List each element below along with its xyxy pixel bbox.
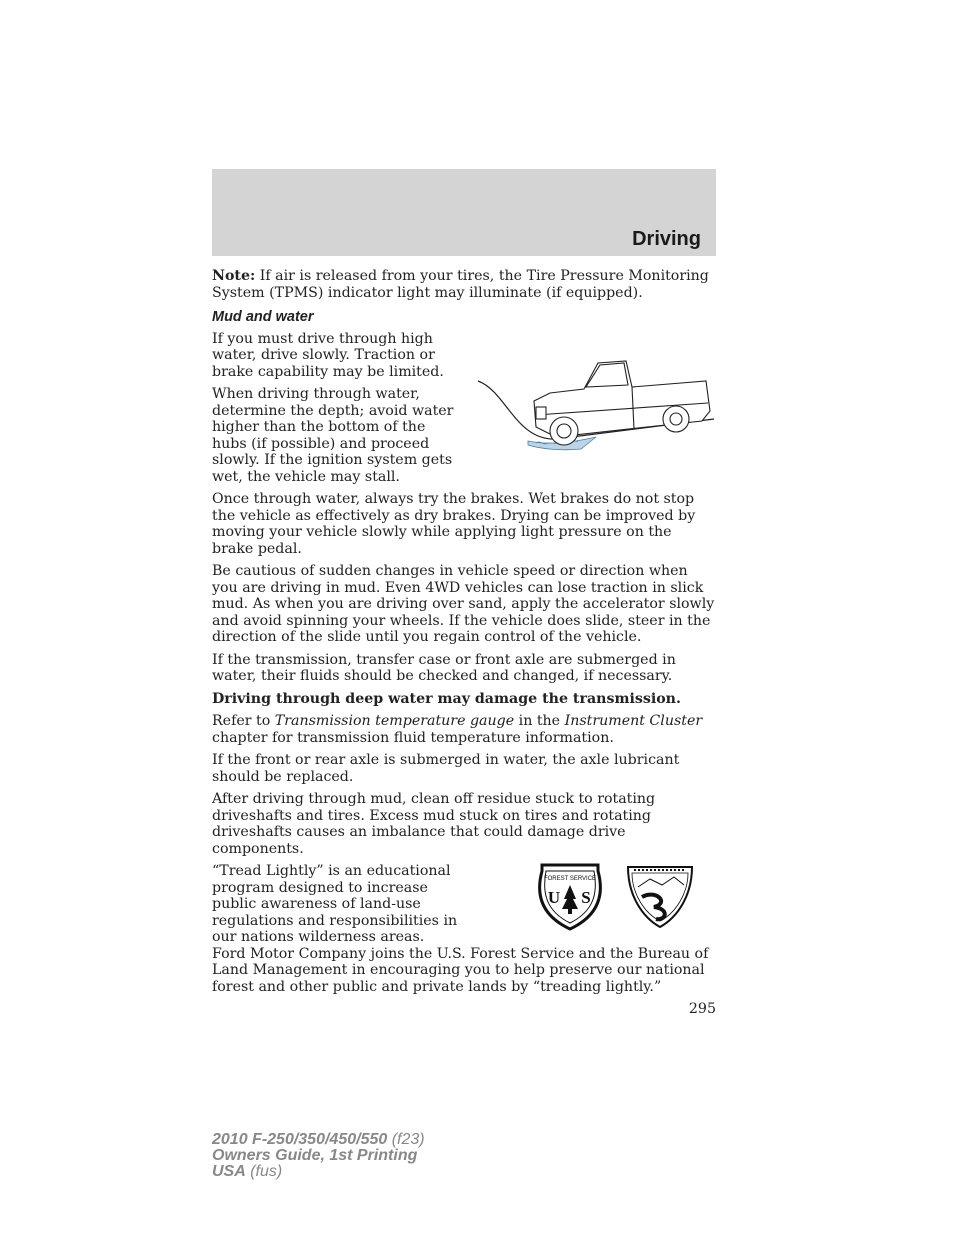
footer-line-3: [212, 1164, 425, 1180]
page-content: [212, 268, 716, 1018]
forest-service-shield-logo: [540, 865, 601, 929]
transmission-reference-paragraph: [212, 713, 716, 746]
tread-lightly-paragraph: “Tread Lightly” is an educational program designed to increase public awareness of land-use regulations and responsibilities in our nations wilderness areas. Ford Motor Company joins the U.S. Forest Service and the Bureau of Land Management in encouraging you to help preserve our national forest and other public and private lands by “treading lightly.”: [212, 863, 709, 995]
note-text: If air is released from your tires, the Tire Pressure Monitoring System (TPMS) indicator light may illuminate (if equipped).: [212, 268, 709, 301]
mud-water-paragraph-4: Be cautious of sudden changes in vehicle speed or direction when you are driving in mud. Even 4WD vehicles can lose traction in slick mud. As when you are driving over sand, apply the accelerator slowly and avoid spinning your wheels. If the vehicle does slide, steer in the direction of the slide until you regain control of the vehicle.: [212, 563, 715, 645]
mud-residue-paragraph: After driving through mud, clean off residue stuck to rotating driveshafts and tires. Excess mud stuck on tires and rotating driveshafts causes an imbalance that could damage drive components.: [212, 791, 656, 857]
mud-water-paragraph-1: If you must drive through high water, drive slowly. Traction or brake capability may be limited.: [212, 330, 444, 380]
deep-water-warning: Driving through deep water may damage the transmission.: [212, 690, 681, 707]
ref-text-c: in the: [514, 713, 565, 729]
ref-text-a: Refer to: [212, 713, 275, 729]
forest-service-initial-u: U: [547, 888, 561, 907]
note-label: Note:: [212, 268, 256, 284]
document-footer: [212, 1132, 425, 1180]
mud-water-paragraph-2: When driving through water, determine the depth; avoid water higher than the bottom of the hubs (if possible) and proceed slowly. If the ignition system gets wet, the vehicle may stall.: [212, 386, 454, 485]
mud-water-heading: Mud and water: [212, 309, 314, 325]
section-header-band: [212, 169, 716, 256]
section-title: Driving: [632, 228, 701, 250]
footer-line-2: Owners Guide, 1st Printing: [212, 1147, 418, 1164]
transmission-gauge-reference: Transmission temperature gauge: [274, 713, 515, 729]
footer-region-code: (fus): [245, 1163, 283, 1180]
note-paragraph: [212, 268, 716, 301]
footer-region: USA: [212, 1163, 246, 1180]
footer-line-1: [212, 1132, 425, 1148]
page-number: 295: [688, 1001, 716, 1017]
truck-in-water-illustration: [476, 341, 716, 481]
footer-model-code: (f23): [387, 1131, 425, 1148]
instrument-cluster-reference: Instrument Cluster: [564, 713, 703, 729]
tread-lightly-logos: [466, 863, 716, 931]
mud-water-paragraph-3: Once through water, always try the brakes. Wet brakes do not stop the vehicle as effectively as dry brakes. Drying can be improved by moving your vehicle slowly while applying light pressure on the brake pedal.: [212, 491, 696, 557]
footer-model: 2010 F-250/350/450/550: [212, 1131, 388, 1148]
axle-lubricant-paragraph: If the front or rear axle is submerged in water, the axle lubricant should be replaced.: [212, 752, 680, 785]
ref-text-e: chapter for transmission fluid temperature information.: [212, 729, 614, 746]
forest-service-text: FOREST SERVICE: [543, 876, 597, 882]
bureau-of-land-management-logo: [628, 867, 692, 927]
mud-water-paragraph-5: If the transmission, transfer case or front axle are submerged in water, their fluids should be checked and changed, if necessary.: [212, 651, 676, 684]
forest-service-initial-s: S: [581, 888, 591, 907]
